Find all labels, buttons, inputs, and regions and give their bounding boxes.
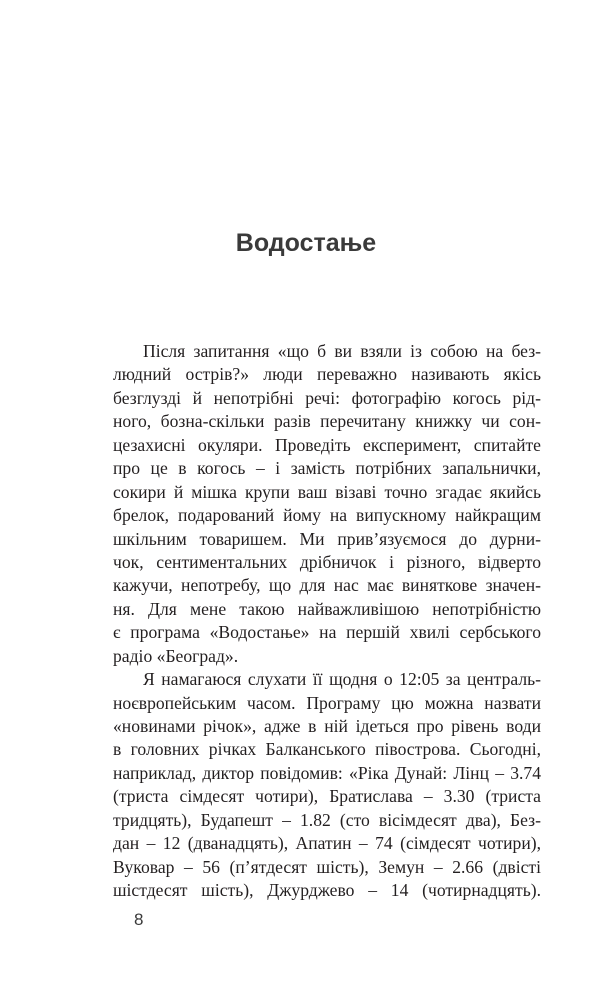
text-line: Після запитання «що б ви взяли із собою на без-: [143, 341, 541, 361]
chapter-title: Водостање: [235, 229, 377, 257]
paragraph-2: [113, 668, 541, 902]
text-line: ня. Для мене такою найважливішою непотрібністю: [113, 598, 541, 619]
text-line: ноєвропейським часом. Програму цю можна назвати: [113, 692, 541, 713]
text-line: Вуковар – 56 (п’ятдесят шість), Земун – 2.66 (двісті: [113, 856, 541, 877]
text-line: «новинами річок», адже в ній ідеться про рівень води: [113, 716, 541, 736]
page-number: 8: [134, 910, 144, 929]
text-line: в головних річках Балканського півострова. Сьогодні,: [113, 739, 541, 760]
text-line: тридцять), Будапешт – 1.82 (сто вісімдесят два), Без-: [113, 809, 541, 830]
text-line: (триста сімдесят чотири), Братислава – 3.30 (триста: [113, 786, 541, 807]
text-line: про це в когось – і замість потрібних запальнички,: [113, 458, 541, 479]
text-line: шістдесят шість), Джурджево – 14 (чотирнадцять).: [113, 880, 541, 901]
body-text: [113, 340, 541, 903]
text-line: є програма «Водостање» на першій хвилі сербського: [113, 622, 541, 643]
text-line: безглузді й непотрібні речі: фотографію когось рід-: [113, 387, 541, 408]
paragraph-1: [113, 340, 541, 668]
text-line: Я намагаюся слухати її щодня о 12:05 за централь-: [143, 669, 541, 690]
text-line: чок, сентиментальних дрібничок і різного, відверто: [113, 551, 541, 572]
text-line: шкільним товаришем. Ми прив’язуємося до дурни-: [113, 528, 541, 549]
text-line: наприклад, диктор повідомив: «Ріка Дунай: Лінц – 3.74: [113, 762, 541, 783]
text-line: радіо «Београд».: [113, 645, 239, 666]
text-line: людний острів?» люди переважно називають якісь: [113, 364, 541, 385]
text-line: цезахисні окуляри. Проведіть експеримент, спитайте: [113, 434, 541, 455]
text-line: сокири й мішка крупи ваш візаві точно згадає якийсь: [113, 481, 541, 502]
text-line: кажучи, непотребу, що для нас має виняткове значен-: [113, 575, 541, 596]
text-line: ного, бозна-скільки разів перечитану книжку чи сон-: [113, 411, 541, 432]
text-line: брелок, подарований йому на випускному найкращим: [113, 505, 541, 526]
text-line: дан – 12 (дванадцять), Апатин – 74 (сімдесят чотири),: [113, 833, 541, 854]
